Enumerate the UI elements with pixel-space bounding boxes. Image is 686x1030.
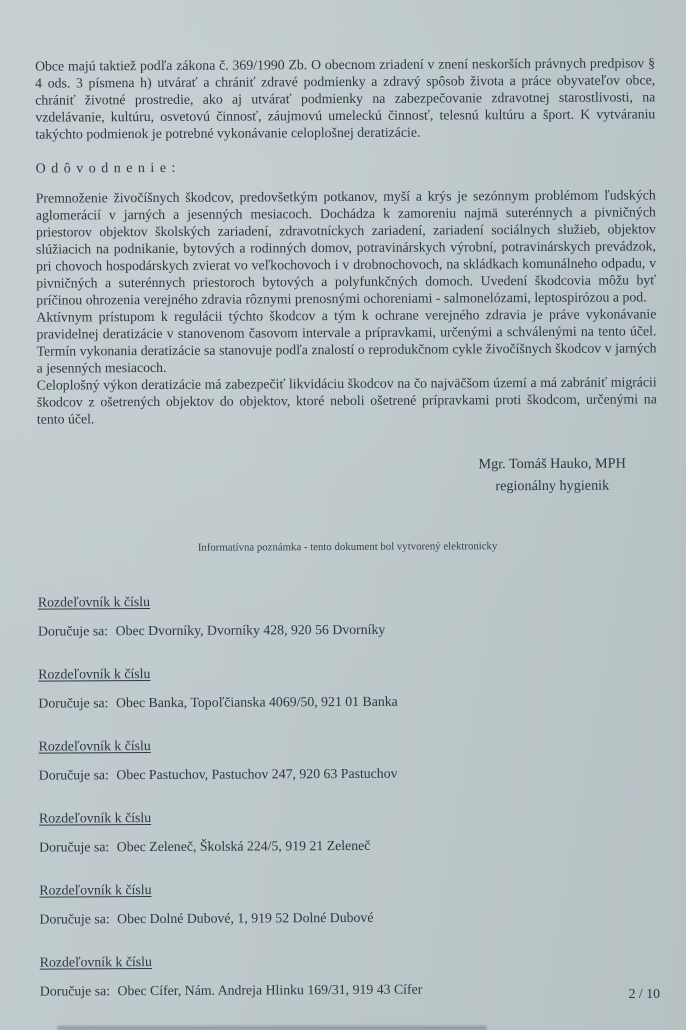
justification-paragraph-2: Aktívnym prístupom k regulácii týchto škodcov a tým k ochrane verejného zdravia je práve vykonávanie pravidelnej deratizácie v stanovenom časovom intervale a prípravkami, určenými a schválenými na tento účel. Termín vykonania deratizácie sa stanovuje podľa znalostí o reprodukčnom cykle živočíšnych škodcov v jarných a jesenných mesiacoch.	[36, 306, 657, 376]
intro-paragraph: Obce majú taktiež podľa zákona č. 369/1990 Zb. O obecnom zriadení v znení neskorších právnych predpisov § 4 ods. 3 písmena h) utvárať a chrániť zdravé podmienky a zdravý spôsob života a práce obyvateľov obce, chrániť životné prostredie, ako aj utvárať podmienky na zabezpečovanie zdravotnej starostlivosti, na vzdelávanie, kultúru, osvetovú činnosť, záujmovú umeleckú činnosť, telesnú kultúru a šport. K vytváraniu takýchto podmienok je potrebné vykonávanie celoplošnej deratizácie.	[35, 55, 656, 142]
distribution-heading: Rozdeľovník k číslu	[38, 666, 151, 682]
signatory-title: regionálny hygienik	[495, 477, 610, 495]
signatory-name: Mgr. Tomáš Hauko, MPH	[478, 455, 626, 473]
distribution-block-6	[40, 950, 660, 999]
delivery-line	[38, 619, 658, 639]
distribution-block-2	[38, 662, 658, 711]
distribution-heading: Rozdeľovník k číslu	[39, 954, 152, 970]
delivery-prefix: Doručuje sa:	[39, 911, 110, 927]
delivery-recipient: Obec Dolné Dubové, 1, 919 52 Dolné Dubové	[117, 909, 374, 927]
delivery-recipient: Obec Cífer, Nám. Andreja Hlinku 169/31, 919 43 Cífer	[117, 981, 423, 999]
distribution-heading: Rozdeľovník k číslu	[38, 738, 151, 754]
distribution-heading: Rozdeľovník k číslu	[37, 594, 151, 610]
delivery-prefix: Doručuje sa:	[38, 695, 109, 711]
delivery-line	[39, 907, 659, 927]
justification-body	[36, 186, 657, 427]
document-content	[35, 54, 660, 1025]
distribution-heading: Rozdeľovník k číslu	[39, 882, 152, 898]
distribution-block-5	[39, 878, 659, 927]
scan-artifact	[57, 1026, 487, 1030]
delivery-line	[40, 979, 660, 999]
delivery-prefix: Doručuje sa:	[39, 839, 110, 855]
delivery-recipient: Obec Pastuchov, Pastuchov 247, 920 63 Pastuchov	[116, 765, 398, 783]
delivery-line	[38, 691, 658, 711]
distribution-block-4	[39, 806, 659, 855]
delivery-recipient: Obec Zeleneč, Školská 224/5, 919 21 Zeleneč	[116, 837, 371, 855]
delivery-recipient: Obec Dvorníky, Dvorníky 428, 920 56 Dvorníky	[115, 621, 386, 639]
distribution-block-3	[39, 734, 659, 783]
justification-paragraph-3: Celoplošný výkon deratizácie má zabezpečiť likvidáciu škodcov na čo najväčšom území a má zabrániť migrácii škodcov z ošetrených objektov do objektov, ktoré neboli ošetrené prípravkami proti škodcom, určenými na tento účel.	[36, 374, 657, 427]
distribution-heading: Rozdeľovník k číslu	[38, 810, 152, 826]
signature-block	[407, 452, 686, 498]
justification-paragraph-1: Premnoženie živočíšnych škodcov, predovšetkým potkanov, myší a krýs je sezónnym problémom ľudských aglomerácií v jarných a jesenných mesiacoch. Dochádza k zamoreniu najmä suterénnych a pivničných priestorov objektov školských zariadení, zdravotníckych zariadení, zariadení sociálnych služieb, objektov slúžiacich na podnikanie, bytových a rodinných domov, potravinárskych výrobní, potravinárskych prevádzok, pri chovoch hospodárskych zvierat vo veľkochovoch i v drobnochovoch, na skládkach komunálneho odpadu, v pivničných a suterénnych priestoroch bytových a polyfunkčných domoch. Uvedení škodcovia môžu byť príčinou ohrozenia verejného zdravia rôznymi prenosnými ochoreniami - salmonelózami, leptospirózou a pod.	[35, 187, 657, 308]
justification-heading: O d ô v o d n e n i e :	[35, 160, 177, 177]
distribution-block-1	[38, 590, 658, 639]
delivery-line	[39, 835, 659, 855]
delivery-prefix: Doručuje sa:	[37, 623, 109, 639]
delivery-prefix: Doručuje sa:	[38, 767, 109, 783]
delivery-line	[39, 763, 659, 783]
distribution-list	[38, 590, 660, 999]
delivery-prefix: Doručuje sa:	[39, 983, 111, 999]
informative-note: Informatívna poznámka - tento dokument bol vytvorený elektronicky	[197, 540, 498, 554]
delivery-recipient: Obec Banka, Topoľčianska 4069/50, 921 01 Banka	[115, 693, 398, 711]
page-number: 2 / 10	[628, 986, 660, 1001]
